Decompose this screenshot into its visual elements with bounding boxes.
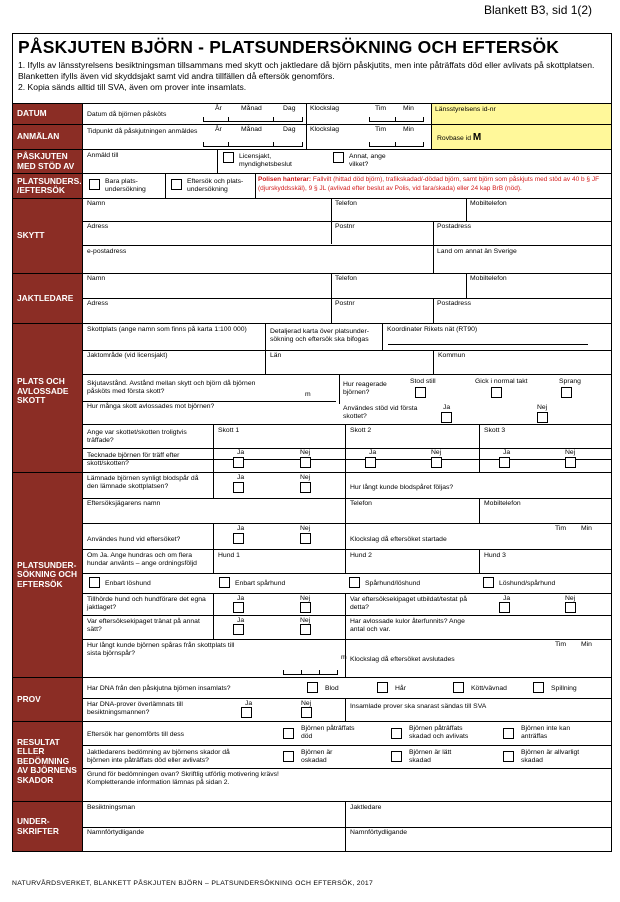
till-ja: Ja — [237, 595, 245, 602]
tr-nej: Nej — [300, 617, 311, 624]
eftersok-label: Eftersök och plats-undersökning — [187, 178, 244, 193]
inte-antraffas: Björnen inte kan anträffas — [521, 725, 571, 740]
spar-los-checkbox[interactable] — [349, 577, 360, 588]
blodspar: Lämnade björnen synligt blodspår då den lämnade skottplatsen? — [87, 475, 199, 490]
tr-nej-checkbox[interactable] — [300, 624, 311, 635]
namnfortydligande-2: Namnförtydligande — [350, 829, 408, 836]
skytt-postnr: Postnr — [335, 223, 355, 230]
los-spar-checkbox[interactable] — [483, 577, 494, 588]
t2-nej-checkbox[interactable] — [431, 457, 442, 468]
oskadad: Björnen är oskadad — [301, 749, 333, 764]
till-ja-checkbox[interactable] — [233, 602, 244, 613]
bara-plats-checkbox[interactable] — [89, 179, 100, 190]
till-nej: Nej — [300, 595, 311, 602]
t1-nej-checkbox[interactable] — [300, 457, 311, 468]
anvandes-hund: Användes hund vid eftersöket? — [87, 536, 181, 543]
sprang: Sprang — [559, 378, 581, 385]
skytt-mobil: Mobiltelefon — [470, 200, 507, 207]
datum-label: Datum då björnen påsköts — [87, 111, 167, 118]
t2-ja-checkbox[interactable] — [365, 457, 376, 468]
section-datum: DATUM — [13, 104, 83, 124]
datum-klockslag: Klockslag — [310, 105, 340, 112]
t3-nej: Nej — [565, 449, 576, 456]
skytt-namn: Namn — [87, 200, 106, 207]
jakt-mobil: Mobiltelefon — [470, 275, 507, 282]
lansstyrelse-id-label: Länsstyrelsens id-nr — [435, 106, 496, 113]
polisen-note: Polisen hanterar: Fallvilt (hittad död björn), trafikskadad/-dödad björn, samt björn som påskjuts med stöd av 40 b § JF (djurskyddsskäl), 9 § JL (avlivad efter beslut av Polis, vid fara/skada) eller 24 kap BrB (nöd). — [258, 176, 600, 192]
t1-ja: Ja — [237, 449, 245, 456]
stod-nej-label: Nej — [537, 404, 548, 411]
section-plats-skott: PLATS OCH AVLOSSADE SKOTT — [13, 324, 83, 459]
spar-los: Spårhund/löshund — [365, 580, 421, 587]
blod-ja: Ja — [237, 474, 245, 481]
form-id: Blankett B3, sid 1(2) — [484, 3, 593, 17]
platsunders-row — [13, 174, 611, 199]
jakt-postnr: Postnr — [335, 300, 355, 307]
dod: Björnen påträffats död — [301, 725, 355, 740]
tr-ja: Ja — [237, 617, 245, 624]
hur-manga-skott: Hur många skott avlossades mot björnen? — [87, 403, 215, 410]
lan: Län — [270, 352, 282, 359]
detaljkarta: Detaljerad karta över platsunder-sökning och eftersök ska bifogas — [270, 328, 369, 343]
ov-nej: Nej — [301, 700, 312, 707]
hund-ja-checkbox[interactable] — [233, 533, 244, 544]
jaktledare-row — [13, 274, 611, 324]
page-title: PÅSKJUTEN BJÖRN - PLATSUNDERSÖKNING OCH EFTERSÖK — [18, 37, 560, 57]
section-prov: PROV — [13, 678, 83, 721]
latt-checkbox[interactable] — [391, 751, 402, 762]
form — [12, 33, 612, 852]
tranat: Var eftersöksekipaget tränat på annat sätt? — [87, 618, 200, 633]
sprang-checkbox[interactable] — [561, 387, 572, 398]
traffade: Ange var skottet/skotten troligtvis träffade? — [87, 429, 187, 444]
allvarligt: Björnen är allvarligt skadad — [521, 749, 580, 764]
annat-checkbox[interactable] — [333, 152, 344, 163]
skjutavstand: Skjutavstånd. Avstånd mellan skytt och björn då björnen påsköts med första skott? — [87, 380, 256, 395]
sva-note: Insamlade prover ska snarast sändas till SVA — [350, 703, 487, 710]
hur-langt-blodspar: Hur långt kunde blodspåret följas? — [350, 484, 454, 491]
jakt-postadress: Postadress — [437, 300, 472, 307]
besiktningsman: Besiktningsman — [87, 804, 135, 811]
anmald-till: Anmäld till — [87, 152, 119, 159]
t3-ja-checkbox[interactable] — [499, 457, 510, 468]
section-platsunders: PLATSUNDERS. /EFTERSÖK — [13, 174, 83, 198]
kommun: Kommun — [438, 352, 466, 359]
ov-nej-checkbox[interactable] — [301, 707, 312, 718]
avsl-tim: Tim — [555, 641, 567, 648]
hur-reagerade: Hur reagerade björnen? — [343, 381, 387, 396]
annat-label: Annat, ange vilket? — [349, 153, 386, 168]
section-anmalan: ANMÄLAN — [13, 125, 83, 149]
latt-skadad: Björnen är lätt skadad — [409, 749, 452, 764]
inte-checkbox[interactable] — [503, 728, 514, 739]
grund: Grund för bedömningen ovan? Skriftlig utförlig motivering krävs! Kompletterande information lämnas på sidan 2. — [87, 771, 279, 786]
datum-dag: Dag — [283, 105, 296, 112]
skytt-postadress: Postadress — [437, 223, 472, 230]
anmalan-ar: År — [215, 126, 222, 133]
blod: Blod — [325, 685, 339, 692]
hundras: Om Ja. Ange hundras och om flera hundar använts – ange ordningsföljd — [87, 552, 197, 567]
datum-tim: Tim — [375, 105, 387, 112]
title-box — [13, 34, 611, 104]
t2-ja: Ja — [369, 449, 377, 456]
anmalan-klockslag: Klockslag — [310, 126, 340, 133]
har-checkbox[interactable] — [377, 682, 388, 693]
gick-normal-checkbox[interactable] — [491, 387, 502, 398]
kulor: Har avlossade kulor återfunnits? Ange antal och var. — [350, 618, 465, 633]
datum-min: Min — [403, 105, 414, 112]
hund-3: Hund 3 — [484, 552, 506, 559]
jaktledarens-bedomning: Jaktledarens bedömning av björnens skador då björnen inte påträffats död eller avlivats? — [87, 749, 230, 764]
section-underskrifter: UNDER-SKRIFTER — [13, 802, 83, 851]
intro-2: 2. Kopia sänds alltid till SVA, även om prover inte insamlats. — [18, 82, 247, 92]
anmalan-tim: Tim — [375, 126, 387, 133]
blod-checkbox[interactable] — [307, 682, 318, 693]
intro-1: 1. Ifylls av länsstyrelsens besiktningsman tillsammans med skytt och jaktledare då björn påskjutits, men inte påträffats död eller avlivats på skottplatsen. Blanketten ifylls även vid skyddsjakt samt vid andra tillfällen då eftersök genomförs. — [18, 60, 595, 81]
utb-nej: Nej — [565, 595, 576, 602]
t2-nej: Nej — [431, 449, 442, 456]
skott-1: Skott 1 — [218, 427, 240, 434]
jakt-telefon: Telefon — [335, 275, 357, 282]
dna-insamlats: Har DNA från den påskjutna björnen insamlats? — [87, 685, 231, 692]
jaktomrade: Jaktområde (vid licensjakt) — [87, 352, 168, 359]
skottplats: Skottplats (ange namn som finns på karta 1:100 000) — [87, 326, 247, 333]
t3-ja: Ja — [503, 449, 511, 456]
enbart-loshund-checkbox[interactable] — [89, 577, 100, 588]
prov-row — [13, 678, 611, 722]
tr-ja-checkbox[interactable] — [233, 624, 244, 635]
datum-row — [13, 104, 611, 125]
avst-m: m — [305, 391, 311, 398]
till-nej-checkbox[interactable] — [300, 602, 311, 613]
stod-vid-skott: Användes stöd vid första skottet? — [343, 405, 418, 420]
spar-m: m — [341, 654, 347, 661]
skott-2: Skott 2 — [350, 427, 372, 434]
kott: Kött/vävnad — [471, 685, 507, 692]
anmalan-row — [13, 125, 611, 150]
enbart-loshund: Enbart löshund — [105, 580, 151, 587]
anmalan-label: Tidpunkt då påskjutningen anmäldes — [87, 128, 198, 135]
skott-3: Skott 3 — [484, 427, 506, 434]
dna-overlamnats: Har DNA-prover överlämnats till besiktningsmannen? — [87, 701, 183, 716]
namnfortydligande-1: Namnförtydligande — [87, 829, 145, 836]
stod-nej-checkbox[interactable] — [537, 412, 548, 423]
start-min: Min — [581, 525, 592, 532]
avsl-min: Min — [581, 641, 592, 648]
eftersok-row — [13, 473, 611, 678]
blod-nej-checkbox[interactable] — [300, 482, 311, 493]
hund-nej: Nej — [300, 525, 311, 532]
underskrifter-row — [13, 802, 611, 852]
hund-2: Hund 2 — [350, 552, 372, 559]
section-jaktledare: JAKTLEDARE — [13, 274, 83, 323]
spillning-checkbox[interactable] — [533, 682, 544, 693]
eft-telefon: Telefon — [350, 500, 372, 507]
datum-ar: År — [215, 105, 222, 112]
t1-ja-checkbox[interactable] — [233, 457, 244, 468]
skytt-epost: e-postadress — [87, 248, 127, 255]
skadad: Björnen påträffats skadad och avlivats — [409, 725, 469, 740]
eft-mobil: Mobiltelefon — [484, 500, 521, 507]
eftersok-checkbox[interactable] — [171, 179, 182, 190]
ov-ja-checkbox[interactable] — [241, 707, 252, 718]
tecknade: Tecknade björnen för träff efter skott/skotten? — [87, 452, 180, 467]
jaktledare-sign: Jaktledare — [350, 804, 382, 811]
skytt-row — [13, 199, 611, 274]
blod-ja-checkbox[interactable] — [233, 482, 244, 493]
skytt-adress: Adress — [87, 223, 109, 230]
skytt-land: Land om annat än Sverige — [437, 248, 517, 255]
genomforts: Eftersök har genomförts till dess — [87, 731, 185, 738]
tillhorde: Tillhörde hund och hundförare det egna jaktlaget? — [87, 596, 206, 611]
licensjakt-checkbox[interactable] — [223, 152, 234, 163]
anmalan-min: Min — [403, 126, 414, 133]
stod-still-checkbox[interactable] — [415, 387, 426, 398]
licensjakt-label: Licensjakt, myndighetsbeslut — [239, 153, 292, 168]
stod-row — [13, 150, 611, 174]
enbart-sparhund-checkbox[interactable] — [219, 577, 230, 588]
oskadad-checkbox[interactable] — [283, 751, 294, 762]
anmalan-dag: Dag — [283, 126, 296, 133]
utbildat: Var eftersöksekipaget utbildat/testat på detta? — [350, 596, 468, 611]
datum-manad: Månad — [241, 105, 262, 112]
start-tim: Tim — [555, 525, 567, 532]
tecknade-row — [13, 448, 611, 473]
skytt-telefon: Telefon — [335, 200, 357, 207]
dod-checkbox[interactable] — [283, 728, 294, 739]
eftersoksjagare: Eftersöksjägarens namn — [87, 500, 161, 507]
utb-ja: Ja — [503, 595, 511, 602]
bara-plats-label: Bara plats-undersökning — [105, 178, 146, 193]
stod-ja-label: Ja — [443, 404, 451, 411]
stod-still: Stod still — [410, 378, 436, 385]
kott-checkbox[interactable] — [453, 682, 464, 693]
utb-nej-checkbox[interactable] — [565, 602, 576, 613]
section-eftersok: PLATSUNDER-SÖKNING OCH EFTERSÖK — [13, 473, 83, 677]
enbart-sparhund: Enbart spårhund — [235, 580, 286, 587]
footer: NATURVÅRDSVERKET, BLANKETT PÅSKJUTEN BJÖRN – PLATSUNDERSÖKNING OCH EFTERSÖK, 2017 — [12, 880, 374, 887]
skadad-checkbox[interactable] — [391, 728, 402, 739]
sparats: Hur långt kunde björnen spåras från skottplats till sista björnspår? — [87, 642, 235, 657]
anmalan-manad: Månad — [241, 126, 262, 133]
hund-ja: Ja — [237, 525, 245, 532]
t3-nej-checkbox[interactable] — [565, 457, 576, 468]
har: Hår — [395, 685, 406, 692]
hund-1: Hund 1 — [218, 552, 240, 559]
utb-ja-checkbox[interactable] — [499, 602, 510, 613]
section-stod: PÅSKJUTEN MED STÖD AV — [13, 150, 83, 173]
blod-nej: Nej — [300, 474, 311, 481]
allvarligt-checkbox[interactable] — [503, 751, 514, 762]
ov-ja: Ja — [245, 700, 253, 707]
section-skytt: SKYTT — [13, 199, 83, 273]
jakt-adress: Adress — [87, 300, 109, 307]
jakt-namn: Namn — [87, 275, 106, 282]
gick-normal: Gick i normal takt — [475, 378, 528, 385]
rovbase-label: Rovbase id M — [437, 132, 482, 143]
spillning: Spillning — [551, 685, 577, 692]
t1-nej: Nej — [300, 449, 311, 456]
startade: Klockslag då eftersöket startade — [350, 536, 447, 543]
plats-skott-row — [13, 324, 611, 460]
avslutades: Klockslag då eftersöket avslutades — [350, 656, 455, 663]
section-resultat: RESULTAT ELLER BEDÖMNING AV BJÖRNENS SKADOR — [13, 722, 83, 801]
resultat-row — [13, 722, 611, 802]
stod-ja-checkbox[interactable] — [441, 412, 452, 423]
hund-nej-checkbox[interactable] — [300, 533, 311, 544]
los-spar: Löshund/spårhund — [499, 580, 556, 587]
rovbase-m: M — [472, 132, 482, 143]
koordinater: Koordinater Rikets nät (RT90) — [387, 326, 478, 333]
